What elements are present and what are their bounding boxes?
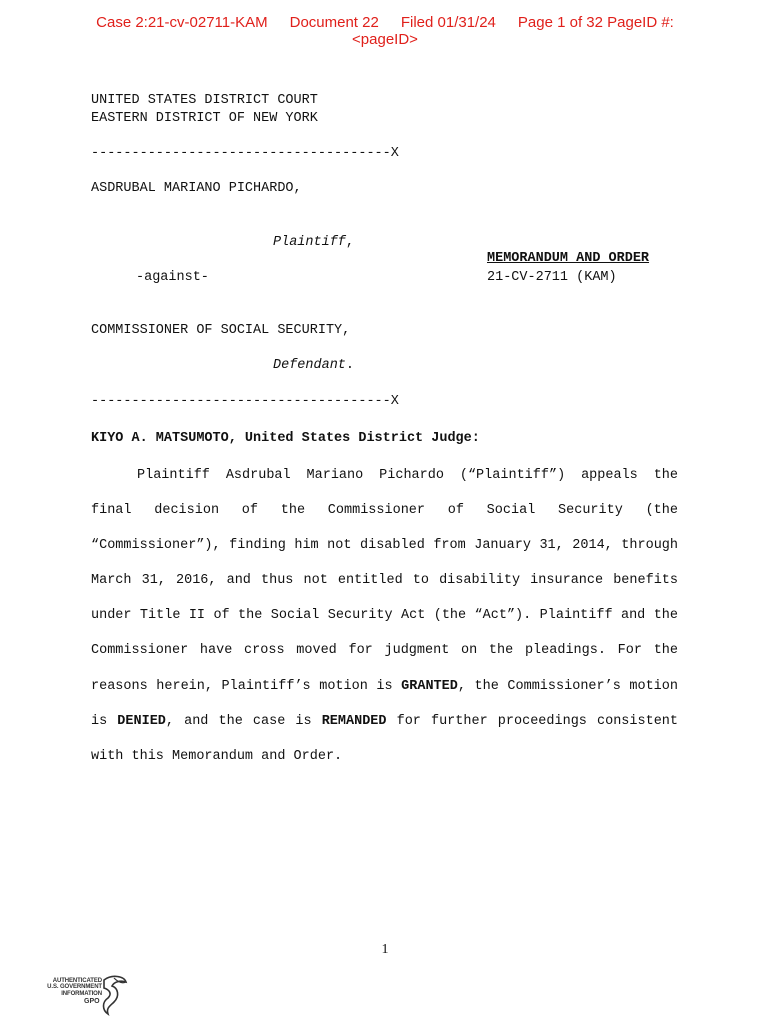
gpo-line: U.S. GOVERNMENT xyxy=(47,984,102,991)
header-page-id: <pageID> xyxy=(352,31,418,48)
plaintiff-name: ASDRUBAL MARIANO PICHARDO, xyxy=(91,181,302,196)
gpo-authentication-text xyxy=(44,978,102,997)
header-page-info: Page 1 of 32 PageID #: xyxy=(517,14,674,31)
caption-separator-top: -------------------------------------X xyxy=(91,146,399,161)
defendant-name: COMMISSIONER OF SOCIAL SECURITY, xyxy=(91,323,351,338)
defendant-role-period: . xyxy=(345,358,355,373)
against-label: -against- xyxy=(136,270,209,285)
filing-header xyxy=(0,14,770,48)
caption-separator-bottom: -------------------------------------X xyxy=(91,394,399,409)
court-name-line-2: EASTERN DISTRICT OF NEW YORK xyxy=(91,111,318,126)
remanded-term: REMANDED xyxy=(321,713,387,729)
body-paragraph xyxy=(91,458,678,774)
header-document-number: Document 22 xyxy=(289,14,379,31)
defendant-role-label: Defendant xyxy=(273,358,346,373)
gpo-authentication-logo xyxy=(44,974,130,1018)
judge-line: KIYO A. MATSUMOTO, United States District Judge: xyxy=(91,431,480,446)
court-name-line-1: UNITED STATES DISTRICT COURT xyxy=(91,93,318,108)
body-text-c: , and the case is xyxy=(165,713,322,729)
header-case-number: Case 2:21-cv-02711-KAM xyxy=(96,14,268,31)
body-text-b: , the Commissioner’s motion is xyxy=(91,678,678,729)
header-filed-date: Filed 01/31/24 xyxy=(400,14,496,31)
denied-term: DENIED xyxy=(117,713,166,729)
granted-term: GRANTED xyxy=(401,678,458,694)
order-title: MEMORANDUM AND ORDER xyxy=(487,251,650,266)
gpo-line: INFORMATION xyxy=(61,990,102,997)
eagle-icon xyxy=(100,974,128,1018)
gpo-line: AUTHENTICATED xyxy=(52,978,102,984)
docket-number: 21-CV-2711 (KAM) xyxy=(487,270,617,285)
body-text-d: for further proceedings consistent with this Memorandum and Order. xyxy=(91,713,679,764)
defendant-role xyxy=(273,358,354,373)
plaintiff-role-label: Plaintiff xyxy=(273,235,346,250)
plaintiff-role-comma: , xyxy=(345,235,355,250)
gpo-mark-text: GPO xyxy=(84,998,100,1005)
body-text-a: Plaintiff Asdrubal Mariano Pichardo (“Plaintiff”) appeals the final decision of the Commissioner of Social Security (the “Commissioner”), finding him not disabled from January 31, 2014, through March 31, 2016, and thus not entitled to disability insurance benefits under Title II of the Social Security Act (the “Act”). Plaintiff and the Commissioner have cross moved for judgment on the pleadings. For the reasons herein, Plaintiff’s motion is xyxy=(91,468,678,694)
page-number: 1 xyxy=(381,942,389,957)
plaintiff-role xyxy=(273,235,354,250)
